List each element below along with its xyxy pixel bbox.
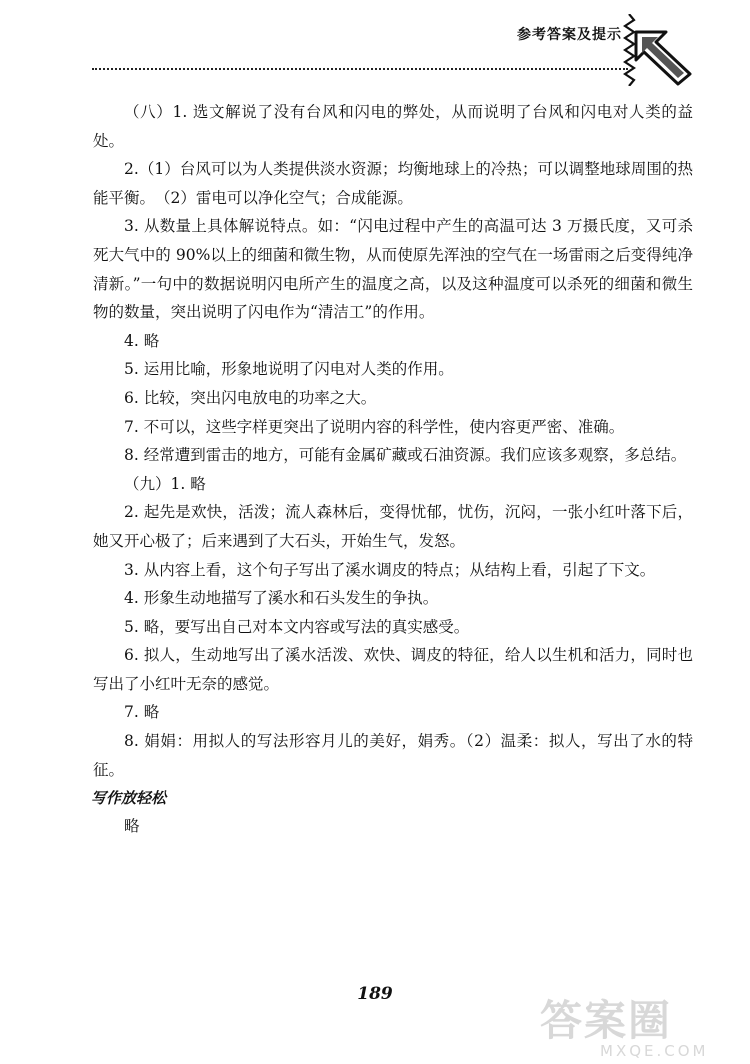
answer-paragraph: 3. 从内容上看，这个句子写出了溪水调皮的特点；从结构上看，引起了下文。 (124, 560, 656, 579)
answer-paragraph: 2. 起先是欢快，活泼；流人森林后，变得忧郁，忧伤，沉闷，一张小红叶落下后，她又开心极了；后来遇到了大石头，开始生气，发怒。 (93, 503, 693, 550)
watermark-site-text: MXQE.COM (600, 1042, 709, 1060)
answer-paragraph: 5. 略，要写出自己对本文内容或写法的真实感受。 (124, 617, 470, 636)
header-dotted-rule (92, 68, 628, 70)
answer-paragraph: 8. 娟娟：用拟人的写法形容月儿的美好，娟秀。（2）温柔：拟人，写出了水的特征。 (93, 732, 693, 779)
answer-paragraph: 8. 经常遭到雷击的地方，可能有金属矿藏或石油资源。我们应该多观察，多总结。 (124, 446, 687, 465)
answer-content (93, 98, 693, 841)
page-number: 189 (357, 984, 393, 1004)
watermark-logo-text: 答案圈 (540, 996, 673, 1045)
answer-paragraph: 4. 形象生动地描写了溪水和石头发生的争执。 (124, 589, 439, 608)
arrow-up-left-icon (632, 28, 694, 86)
answer-paragraph: 6. 拟人，生动地写出了溪水活泼、欢快、调皮的特征，给人以生机和活力，同时也写出了小红叶无奈的感觉。 (93, 646, 693, 693)
watermark-logo (540, 996, 709, 1060)
section-heading: 写作放轻松 (91, 789, 167, 808)
answer-paragraph: 7. 不可以，这些字样更突出了说明内容的科学性，使内容更严密、准确。 (124, 417, 625, 436)
answer-paragraph: （九）1. 略 (124, 474, 206, 493)
answer-paragraph: 2.（1）台风可以为人类提供淡水资源；均衡地球上的冷热；可以调整地球周围的热能平衡。 （2）雷电可以净化空气；合成能源。 (93, 160, 693, 207)
answer-paragraph: 6. 比较，突出闪电放电的功率之大。 (124, 388, 377, 407)
header-title: 参考答案及提示 (517, 27, 622, 43)
answer-paragraph: 4. 略 (124, 331, 160, 350)
section-body: 略 (124, 817, 140, 836)
answer-paragraph: 5. 运用比喻，形象地说明了闪电对人类的作用。 (124, 360, 454, 379)
answer-paragraph: 3. 从数量上具体解说特点。如：“闪电过程中产生的高温可达 3 万摄氏度，又可杀死大气中的 90%以上的细菌和微生物，从而使原先浑浊的空气在一场雷雨之后变得纯净清新。”一句中的数据说明闪电所产生的温度之高，以及这种温度可以杀死的细菌和微生物的数量，突出说明了闪电作为“清洁工”的作用。 (93, 217, 693, 322)
answer-paragraph: （八）1. 选文解说了没有台风和闪电的弊处，从而说明了台风和闪电对人类的益处。 (93, 103, 693, 150)
answer-paragraph: 7. 略 (124, 703, 160, 722)
